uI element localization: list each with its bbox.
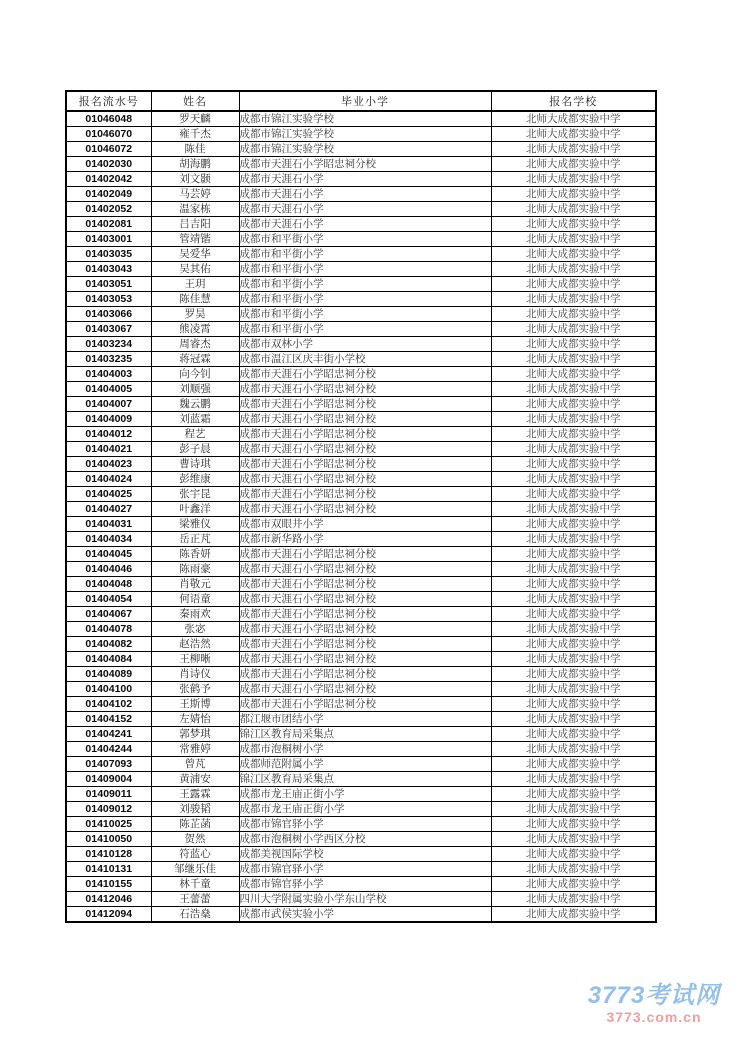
cell-student-name: 梁雅仪: [151, 517, 239, 532]
table-row: [66, 127, 656, 142]
cell-serial-number: 01404082: [66, 637, 151, 652]
cell-serial-number: 01402042: [66, 172, 151, 187]
cell-primary-school: 成都市天涯石小学昭忠祠分校: [239, 667, 491, 682]
cell-primary-school: 成都市双眼井小学: [239, 517, 491, 532]
cell-student-name: 郭梦琪: [151, 727, 239, 742]
cell-serial-number: 01404007: [66, 397, 151, 412]
cell-student-name: 魏云鹏: [151, 397, 239, 412]
cell-serial-number: 01404100: [66, 682, 151, 697]
cell-serial-number: 01410050: [66, 832, 151, 847]
cell-registered-school: 北师大成都实验中学: [491, 352, 656, 367]
cell-serial-number: 01402049: [66, 187, 151, 202]
table-row: [66, 577, 656, 592]
cell-serial-number: 01402081: [66, 217, 151, 232]
cell-serial-number: 01410131: [66, 862, 151, 877]
cell-student-name: 张鹤予: [151, 682, 239, 697]
cell-serial-number: 01046070: [66, 127, 151, 142]
cell-registered-school: 北师大成都实验中学: [491, 862, 656, 877]
cell-registered-school: 北师大成都实验中学: [491, 877, 656, 892]
cell-primary-school: 成都市新华路小学: [239, 532, 491, 547]
table-row: [66, 847, 656, 862]
cell-registered-school: 北师大成都实验中学: [491, 907, 656, 923]
cell-primary-school: 成都市天涯石小学昭忠祠分校: [239, 397, 491, 412]
cell-student-name: 马芸婷: [151, 187, 239, 202]
table-row: [66, 547, 656, 562]
cell-primary-school: 成都市和平街小学: [239, 322, 491, 337]
cell-primary-school: 成都市天涯石小学昭忠祠分校: [239, 382, 491, 397]
cell-registered-school: 北师大成都实验中学: [491, 187, 656, 202]
cell-registered-school: 北师大成都实验中学: [491, 817, 656, 832]
cell-primary-school: 成都市天涯石小学昭忠祠分校: [239, 592, 491, 607]
cell-student-name: 彭维康: [151, 472, 239, 487]
cell-registered-school: 北师大成都实验中学: [491, 727, 656, 742]
cell-registered-school: 北师大成都实验中学: [491, 367, 656, 382]
cell-primary-school: 成都市锦官驿小学: [239, 877, 491, 892]
table-row: [66, 757, 656, 772]
cell-primary-school: 成都市温江区庆丰街小学校: [239, 352, 491, 367]
cell-registered-school: 北师大成都实验中学: [491, 847, 656, 862]
cell-primary-school: 成都市天涯石小学: [239, 217, 491, 232]
table-row: [66, 607, 656, 622]
cell-student-name: 叶鑫洋: [151, 502, 239, 517]
table-row: [66, 832, 656, 847]
cell-primary-school: 成都市天涯石小学: [239, 187, 491, 202]
cell-registered-school: 北师大成都实验中学: [491, 592, 656, 607]
cell-serial-number: 01404023: [66, 457, 151, 472]
table-row: [66, 877, 656, 892]
cell-primary-school: 成都市和平街小学: [239, 232, 491, 247]
cell-primary-school: 成都市武侯实验小学: [239, 907, 491, 923]
cell-primary-school: 成都市天涯石小学昭忠祠分校: [239, 697, 491, 712]
table-row: [66, 247, 656, 262]
cell-primary-school: 成都市和平街小学: [239, 307, 491, 322]
cell-registered-school: 北师大成都实验中学: [491, 712, 656, 727]
table-row: [66, 682, 656, 697]
cell-serial-number: 01404021: [66, 442, 151, 457]
cell-student-name: 管靖锴: [151, 232, 239, 247]
cell-serial-number: 01403067: [66, 322, 151, 337]
table-row: [66, 292, 656, 307]
cell-registered-school: 北师大成都实验中学: [491, 652, 656, 667]
table-row: [66, 427, 656, 442]
cell-serial-number: 01046048: [66, 111, 151, 127]
cell-primary-school: 成都市天涯石小学昭忠祠分校: [239, 502, 491, 517]
cell-primary-school: 成都市锦江实验学校: [239, 127, 491, 142]
table-row: [66, 487, 656, 502]
table-row: [66, 712, 656, 727]
cell-primary-school: 四川大学附属实验小学东山学校: [239, 892, 491, 907]
cell-primary-school: 锦江区教育局采集点: [239, 727, 491, 742]
cell-student-name: 温家栋: [151, 202, 239, 217]
watermark-site-url: 3773.com.cn: [606, 1009, 702, 1025]
cell-serial-number: 01410025: [66, 817, 151, 832]
cell-primary-school: 成都市天涯石小学昭忠祠分校: [239, 547, 491, 562]
table-header-row: [66, 91, 656, 111]
cell-student-name: 贺然: [151, 832, 239, 847]
cell-registered-school: 北师大成都实验中学: [491, 682, 656, 697]
cell-registered-school: 北师大成都实验中学: [491, 787, 656, 802]
cell-registered-school: 北师大成都实验中学: [491, 277, 656, 292]
table-row: [66, 337, 656, 352]
cell-serial-number: 01403035: [66, 247, 151, 262]
table-row: [66, 322, 656, 337]
table-row: [66, 862, 656, 877]
cell-serial-number: 01403066: [66, 307, 151, 322]
table-row: [66, 397, 656, 412]
cell-primary-school: 成都市泡桐树小学: [239, 742, 491, 757]
cell-registered-school: 北师大成都实验中学: [491, 667, 656, 682]
table-row: [66, 637, 656, 652]
cell-student-name: 曹诗琪: [151, 457, 239, 472]
table-row: [66, 217, 656, 232]
cell-serial-number: 01404005: [66, 382, 151, 397]
cell-serial-number: 01403043: [66, 262, 151, 277]
table-row: [66, 442, 656, 457]
cell-registered-school: 北师大成都实验中学: [491, 802, 656, 817]
cell-registered-school: 北师大成都实验中学: [491, 457, 656, 472]
table-row: [66, 652, 656, 667]
cell-student-name: 左婧怡: [151, 712, 239, 727]
cell-primary-school: 成都市天涯石小学昭忠祠分校: [239, 652, 491, 667]
cell-registered-school: 北师大成都实验中学: [491, 232, 656, 247]
cell-student-name: 曾芃: [151, 757, 239, 772]
table-row: [66, 382, 656, 397]
cell-student-name: 陈芷菡: [151, 817, 239, 832]
cell-student-name: 陈雨豪: [151, 562, 239, 577]
cell-student-name: 刘文颢: [151, 172, 239, 187]
cell-primary-school: 成都市和平街小学: [239, 247, 491, 262]
cell-registered-school: 北师大成都实验中学: [491, 127, 656, 142]
cell-registered-school: 北师大成都实验中学: [491, 517, 656, 532]
cell-student-name: 刘骏韬: [151, 802, 239, 817]
table-row: [66, 772, 656, 787]
cell-registered-school: 北师大成都实验中学: [491, 577, 656, 592]
cell-primary-school: 成都市双林小学: [239, 337, 491, 352]
table-row: [66, 412, 656, 427]
cell-serial-number: 01402030: [66, 157, 151, 172]
cell-serial-number: 01412046: [66, 892, 151, 907]
table-row: [66, 787, 656, 802]
cell-primary-school: 成都市锦江实验学校: [239, 111, 491, 127]
cell-registered-school: 北师大成都实验中学: [491, 307, 656, 322]
cell-serial-number: 01404152: [66, 712, 151, 727]
cell-serial-number: 01404031: [66, 517, 151, 532]
cell-student-name: 吕吉阳: [151, 217, 239, 232]
cell-primary-school: 成都市锦官驿小学: [239, 862, 491, 877]
cell-student-name: 王柳晰: [151, 652, 239, 667]
table-row: [66, 907, 656, 923]
cell-registered-school: 北师大成都实验中学: [491, 697, 656, 712]
cell-serial-number: 01412094: [66, 907, 151, 923]
header-serial-number: 报名流水号: [66, 91, 151, 111]
cell-student-name: 岳正芃: [151, 532, 239, 547]
cell-student-name: 向今钊: [151, 367, 239, 382]
cell-primary-school: 成都市天涯石小学: [239, 172, 491, 187]
cell-serial-number: 01404045: [66, 547, 151, 562]
table-row: [66, 187, 656, 202]
table-row: [66, 562, 656, 577]
cell-student-name: 刘顺强: [151, 382, 239, 397]
table-row: [66, 697, 656, 712]
cell-registered-school: 北师大成都实验中学: [491, 322, 656, 337]
table-row: [66, 532, 656, 547]
cell-serial-number: 01404048: [66, 577, 151, 592]
table-row: [66, 817, 656, 832]
cell-serial-number: 01404054: [66, 592, 151, 607]
cell-serial-number: 01046072: [66, 142, 151, 157]
cell-student-name: 王蕾蕾: [151, 892, 239, 907]
cell-primary-school: 成都美视国际学校: [239, 847, 491, 862]
cell-serial-number: 01403235: [66, 352, 151, 367]
cell-registered-school: 北师大成都实验中学: [491, 622, 656, 637]
header-registered-school: 报名学校: [491, 91, 656, 111]
cell-registered-school: 北师大成都实验中学: [491, 262, 656, 277]
cell-primary-school: 成都市天涯石小学昭忠祠分校: [239, 427, 491, 442]
table-row: [66, 262, 656, 277]
cell-serial-number: 01403051: [66, 277, 151, 292]
cell-serial-number: 01404241: [66, 727, 151, 742]
cell-registered-school: 北师大成都实验中学: [491, 742, 656, 757]
cell-student-name: 胡海鹏: [151, 157, 239, 172]
cell-student-name: 罗昊: [151, 307, 239, 322]
cell-student-name: 陈香妍: [151, 547, 239, 562]
cell-primary-school: 成都市龙王庙正街小学: [239, 787, 491, 802]
cell-primary-school: 成都市锦官驿小学: [239, 817, 491, 832]
cell-serial-number: 01409004: [66, 772, 151, 787]
cell-student-name: 石浩燊: [151, 907, 239, 923]
cell-serial-number: 01404067: [66, 607, 151, 622]
table-row: [66, 232, 656, 247]
header-student-name: 姓名: [151, 91, 239, 111]
cell-student-name: 吴爱华: [151, 247, 239, 262]
cell-serial-number: 01410155: [66, 877, 151, 892]
cell-registered-school: 北师大成都实验中学: [491, 397, 656, 412]
table-row: [66, 172, 656, 187]
cell-student-name: 肖敬元: [151, 577, 239, 592]
cell-registered-school: 北师大成都实验中学: [491, 442, 656, 457]
cell-serial-number: 01404012: [66, 427, 151, 442]
cell-primary-school: 成都市和平街小学: [239, 292, 491, 307]
cell-serial-number: 01409012: [66, 802, 151, 817]
cell-serial-number: 01403053: [66, 292, 151, 307]
cell-registered-school: 北师大成都实验中学: [491, 382, 656, 397]
cell-student-name: 彭子晨: [151, 442, 239, 457]
cell-serial-number: 01404078: [66, 622, 151, 637]
cell-student-name: 张宓: [151, 622, 239, 637]
cell-registered-school: 北师大成都实验中学: [491, 292, 656, 307]
cell-registered-school: 北师大成都实验中学: [491, 832, 656, 847]
cell-registered-school: 北师大成都实验中学: [491, 111, 656, 127]
cell-registered-school: 北师大成都实验中学: [491, 337, 656, 352]
cell-registered-school: 北师大成都实验中学: [491, 412, 656, 427]
table-row: [66, 667, 656, 682]
cell-registered-school: 北师大成都实验中学: [491, 892, 656, 907]
cell-primary-school: 成都市天涯石小学昭忠祠分校: [239, 472, 491, 487]
cell-student-name: 程艺: [151, 427, 239, 442]
cell-serial-number: 01409011: [66, 787, 151, 802]
table-row: [66, 202, 656, 217]
cell-student-name: 陈佳: [151, 142, 239, 157]
cell-serial-number: 01404046: [66, 562, 151, 577]
table-row: [66, 457, 656, 472]
table-row: [66, 892, 656, 907]
cell-primary-school: 成都市天涯石小学昭忠祠分校: [239, 457, 491, 472]
table-body: [66, 111, 656, 922]
cell-primary-school: 成都市和平街小学: [239, 277, 491, 292]
cell-primary-school: 成都市天涯石小学昭忠祠分校: [239, 412, 491, 427]
cell-primary-school: 成都师范附属小学: [239, 757, 491, 772]
cell-serial-number: 01407093: [66, 757, 151, 772]
table-row: [66, 727, 656, 742]
cell-primary-school: 成都市天涯石小学昭忠祠分校: [239, 637, 491, 652]
cell-registered-school: 北师大成都实验中学: [491, 502, 656, 517]
cell-student-name: 雍千杰: [151, 127, 239, 142]
cell-primary-school: 成都市天涯石小学昭忠祠分校: [239, 157, 491, 172]
registration-table: [65, 90, 657, 923]
cell-registered-school: 北师大成都实验中学: [491, 562, 656, 577]
cell-serial-number: 01404025: [66, 487, 151, 502]
cell-primary-school: 成都市天涯石小学昭忠祠分校: [239, 442, 491, 457]
table-row: [66, 367, 656, 382]
watermark: [566, 984, 742, 1024]
table-row: [66, 802, 656, 817]
table-row: [66, 472, 656, 487]
cell-registered-school: 北师大成都实验中学: [491, 472, 656, 487]
cell-primary-school: 锦江区教育局采集点: [239, 772, 491, 787]
cell-student-name: 王露霖: [151, 787, 239, 802]
cell-registered-school: 北师大成都实验中学: [491, 217, 656, 232]
watermark-site-name: 3773考试网: [587, 982, 721, 1009]
cell-primary-school: 成都市龙王庙正街小学: [239, 802, 491, 817]
cell-primary-school: 成都市泡桐树小学西区分校: [239, 832, 491, 847]
cell-primary-school: 成都市和平街小学: [239, 262, 491, 277]
table-row: [66, 502, 656, 517]
cell-student-name: 符蓝心: [151, 847, 239, 862]
cell-primary-school: 成都市天涯石小学昭忠祠分校: [239, 622, 491, 637]
cell-serial-number: 01404034: [66, 532, 151, 547]
cell-student-name: 熊凌霄: [151, 322, 239, 337]
cell-registered-school: 北师大成都实验中学: [491, 772, 656, 787]
cell-registered-school: 北师大成都实验中学: [491, 487, 656, 502]
cell-primary-school: 成都市锦江实验学校: [239, 142, 491, 157]
cell-serial-number: 01404102: [66, 697, 151, 712]
table-row: [66, 622, 656, 637]
cell-primary-school: 都江堰市团结小学: [239, 712, 491, 727]
cell-student-name: 刘蓝霜: [151, 412, 239, 427]
cell-student-name: 肖诗仪: [151, 667, 239, 682]
table-row: [66, 157, 656, 172]
cell-primary-school: 成都市天涯石小学昭忠祠分校: [239, 607, 491, 622]
cell-registered-school: 北师大成都实验中学: [491, 547, 656, 562]
cell-student-name: 王玥: [151, 277, 239, 292]
cell-student-name: 蒋冠霖: [151, 352, 239, 367]
table-row: [66, 517, 656, 532]
cell-student-name: 周睿杰: [151, 337, 239, 352]
cell-student-name: 常雅婷: [151, 742, 239, 757]
cell-primary-school: 成都市天涯石小学昭忠祠分校: [239, 577, 491, 592]
table-row: [66, 142, 656, 157]
cell-serial-number: 01402052: [66, 202, 151, 217]
cell-serial-number: 01403234: [66, 337, 151, 352]
cell-student-name: 罗天麟: [151, 111, 239, 127]
cell-student-name: 吴其佑: [151, 262, 239, 277]
cell-registered-school: 北师大成都实验中学: [491, 142, 656, 157]
cell-student-name: 陈佳慧: [151, 292, 239, 307]
cell-registered-school: 北师大成都实验中学: [491, 637, 656, 652]
table-row: [66, 742, 656, 757]
cell-registered-school: 北师大成都实验中学: [491, 202, 656, 217]
cell-registered-school: 北师大成都实验中学: [491, 172, 656, 187]
cell-serial-number: 01404244: [66, 742, 151, 757]
cell-student-name: 秦雨欢: [151, 607, 239, 622]
cell-primary-school: 成都市天涯石小学昭忠祠分校: [239, 487, 491, 502]
cell-serial-number: 01404024: [66, 472, 151, 487]
cell-serial-number: 01404084: [66, 652, 151, 667]
table-row: [66, 352, 656, 367]
cell-registered-school: 北师大成都实验中学: [491, 757, 656, 772]
table-row: [66, 277, 656, 292]
cell-serial-number: 01404003: [66, 367, 151, 382]
cell-serial-number: 01410128: [66, 847, 151, 862]
cell-student-name: 黄浦安: [151, 772, 239, 787]
cell-serial-number: 01404009: [66, 412, 151, 427]
header-primary-school: 毕业小学: [239, 91, 491, 111]
table-row: [66, 111, 656, 127]
cell-registered-school: 北师大成都实验中学: [491, 532, 656, 547]
cell-primary-school: 成都市天涯石小学: [239, 202, 491, 217]
cell-registered-school: 北师大成都实验中学: [491, 247, 656, 262]
cell-primary-school: 成都市天涯石小学昭忠祠分校: [239, 562, 491, 577]
cell-student-name: 邹继乐佳: [151, 862, 239, 877]
cell-registered-school: 北师大成都实验中学: [491, 427, 656, 442]
table-row: [66, 307, 656, 322]
cell-student-name: 林千童: [151, 877, 239, 892]
cell-student-name: 何语童: [151, 592, 239, 607]
cell-primary-school: 成都市天涯石小学昭忠祠分校: [239, 367, 491, 382]
cell-registered-school: 北师大成都实验中学: [491, 157, 656, 172]
cell-student-name: 赵浩然: [151, 637, 239, 652]
cell-student-name: 张宇昆: [151, 487, 239, 502]
cell-serial-number: 01403001: [66, 232, 151, 247]
cell-serial-number: 01404089: [66, 667, 151, 682]
cell-student-name: 王斯博: [151, 697, 239, 712]
cell-primary-school: 成都市天涯石小学昭忠祠分校: [239, 682, 491, 697]
cell-registered-school: 北师大成都实验中学: [491, 607, 656, 622]
cell-serial-number: 01404027: [66, 502, 151, 517]
table-row: [66, 592, 656, 607]
